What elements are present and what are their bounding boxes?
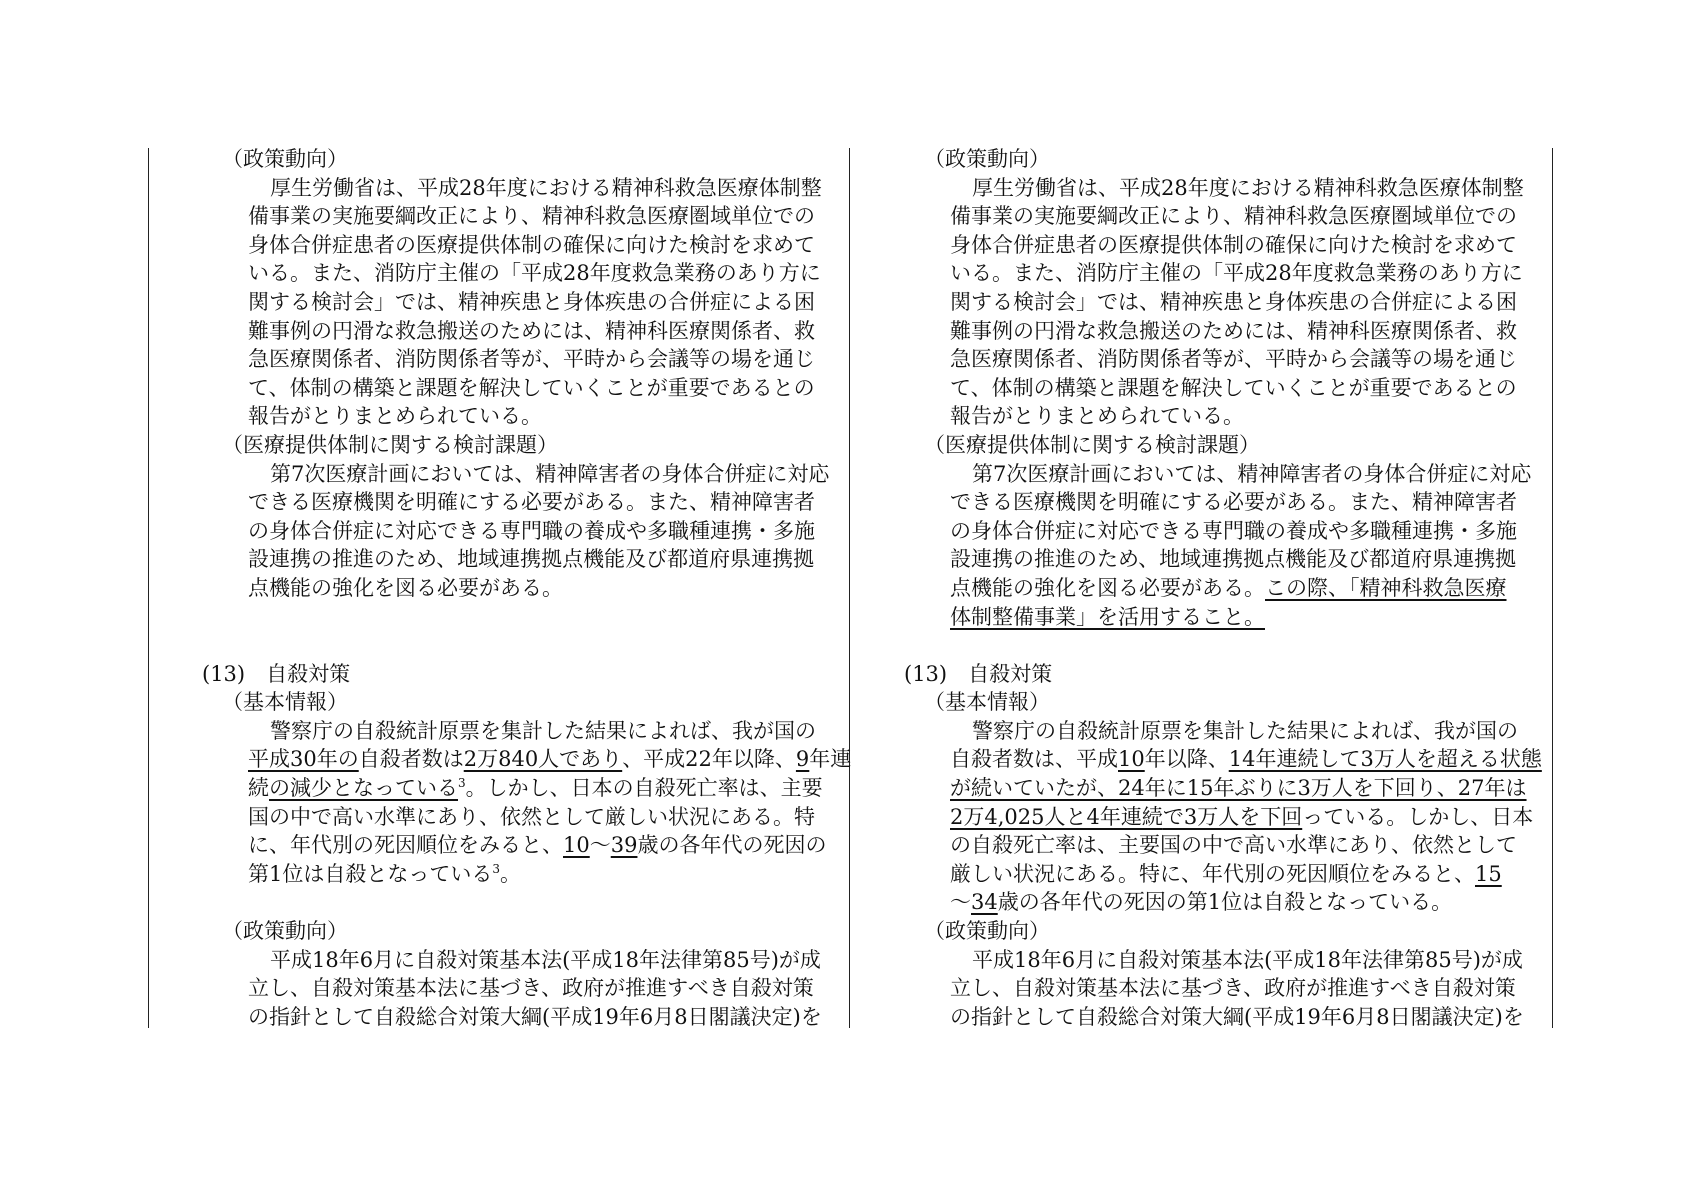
basic-line: 警察庁の自殺統計原票を集計した結果によれば、我が国の [972, 718, 1518, 743]
basic-line: が続いていたが、24年に15年ぶりに3万人を下回り、27年は [950, 776, 1527, 801]
policy2-line: 立し、自殺対策基本法に基づき、政府が推進すべき自殺対策 [248, 976, 814, 1001]
policy-line: 厚生労働省は、平成28年度における精神科救急医療体制整 [270, 175, 822, 200]
policy-line: 急医療関係者、消防関係者等が、平時から会議等の場を通じ [248, 347, 815, 372]
issue-line: 設連携の推進のため、地域連携拠点機能及び都道府県連携拠 [950, 547, 1517, 572]
policy-line: 関する検討会」では、精神疾患と身体疾患の合併症による困 [248, 289, 815, 314]
issue-line: 体制整備事業」を活用すること。 [950, 604, 1265, 629]
issue-line: 点機能の強化を図る必要がある。 [248, 575, 563, 600]
policy-line: て、体制の構築と課題を解決していくことが重要であるとの [248, 375, 815, 400]
basic-line: 警察庁の自殺統計原票を集計した結果によれば、我が国の [270, 718, 816, 743]
basic-heading: （基本情報） [222, 690, 348, 715]
policy-line: 難事例の円滑な救急搬送のためには、精神科医療関係者、救 [248, 318, 815, 343]
policy2-heading: （政策動向） [924, 919, 1050, 944]
issue-line: 第7次医療計画においては、精神障害者の身体合併症に対応 [972, 461, 1532, 486]
issue-line: の身体合併症に対応できる専門職の養成や多職種連携・多施 [248, 518, 815, 543]
policy-line: 備事業の実施要綱改正により、精神科救急医療圏域単位での [950, 204, 1517, 229]
policy-line: 報告がとりまとめられている。 [248, 404, 542, 429]
basic-line: 〜34歳の各年代の死因の第1位は自殺となっている。 [950, 890, 1453, 915]
policy-line: 備事業の実施要綱改正により、精神科救急医療圏域単位での [248, 204, 815, 229]
issue-line: の身体合併症に対応できる専門職の養成や多職種連携・多施 [950, 518, 1517, 543]
basic-line: 平成30年の自殺者数は2万840人であり、平成22年以降、9年連 [248, 747, 852, 772]
basic-line: 厳しい状況にある。特に、年代別の死因順位をみると、15 [950, 861, 1502, 886]
policy-line: いる。また、消防庁主催の「平成28年度救急業務のあり方に [248, 261, 821, 286]
footnote-ref: 3 [458, 776, 466, 791]
footnote-ref: 3 [492, 861, 501, 876]
policy2-line: 平成18年6月に自殺対策基本法(平成18年法律第85号)が成 [972, 947, 1523, 972]
basic-line: 続の減少となっている$^3$。しかし、日本の自殺死亡率は、主要 [248, 776, 823, 801]
policy2-line: の指針として自殺総合対策大綱(平成19年6月8日閣議決定)を [950, 1004, 1524, 1029]
policy-line: 難事例の円滑な救急搬送のためには、精神科医療関係者、救 [950, 318, 1517, 343]
issue-line: 第7次医療計画においては、精神障害者の身体合併症に対応 [270, 461, 830, 486]
issue-heading: （医療提供体制に関する検討課題） [924, 432, 1260, 457]
policy-line: 身体合併症患者の医療提供体制の確保に向けた検討を求めて [248, 232, 815, 257]
basic-line: の自殺死亡率は、主要国の中で高い水準にあり、依然として [950, 833, 1517, 858]
issue-line: できる医療機関を明確にする必要がある。また、精神障害者 [248, 490, 815, 515]
issue-line: 設連携の推進のため、地域連携拠点機能及び都道府県連携拠 [248, 547, 815, 572]
basic-line: 国の中で高い水準にあり、依然として厳しい状況にある。特 [248, 804, 815, 829]
right-column [852, 145, 1542, 1031]
section-title: (13) 自殺対策 [202, 661, 351, 686]
issue-line: 点機能の強化を図る必要がある。この際、「精神科救急医療 [950, 575, 1507, 600]
policy2-heading: （政策動向） [222, 919, 348, 944]
policy-line: 急医療関係者、消防関係者等が、平時から会議等の場を通じ [950, 347, 1517, 372]
right-margin-rule [1552, 148, 1553, 1028]
policy-line: て、体制の構築と課題を解決していくことが重要であるとの [950, 375, 1517, 400]
policy2-line: 平成18年6月に自殺対策基本法(平成18年法律第85号)が成 [270, 947, 821, 972]
issue-line: できる医療機関を明確にする必要がある。また、精神障害者 [950, 490, 1517, 515]
basic-line: に、年代別の死因順位をみると、10〜39歳の各年代の死因の [248, 833, 827, 858]
policy-line: 厚生労働省は、平成28年度における精神科救急医療体制整 [972, 175, 1524, 200]
basic-line: 2万4,025人と4年連続で3万人を下回っている。しかし、日本 [950, 804, 1534, 829]
policy-heading: （政策動向） [924, 147, 1050, 171]
basic-line: 自殺者数は、平成10年以降、14年連続して3万人を超える状態 [950, 747, 1542, 772]
center-divider-rule [849, 148, 850, 1028]
section-title: (13) 自殺対策 [904, 661, 1053, 686]
issue-heading: （医療提供体制に関する検討課題） [222, 432, 558, 457]
policy2-line: 立し、自殺対策基本法に基づき、政府が推進すべき自殺対策 [950, 976, 1516, 1001]
left-column [150, 145, 852, 1031]
policy-heading: （政策動向） [222, 147, 348, 171]
policy2-line: の指針として自殺総合対策大綱(平成19年6月8日閣議決定)を [248, 1004, 822, 1029]
policy-line: 関する検討会」では、精神疾患と身体疾患の合併症による困 [950, 289, 1517, 314]
policy-line: 報告がとりまとめられている。 [950, 404, 1244, 429]
policy-line: いる。また、消防庁主催の「平成28年度救急業務のあり方に [950, 261, 1523, 286]
basic-line: 第1位は自殺となっている$^3$。 [248, 861, 522, 886]
basic-heading: （基本情報） [924, 690, 1050, 715]
policy-line: 身体合併症患者の医療提供体制の確保に向けた検討を求めて [950, 232, 1517, 257]
left-margin-rule [148, 148, 149, 1028]
